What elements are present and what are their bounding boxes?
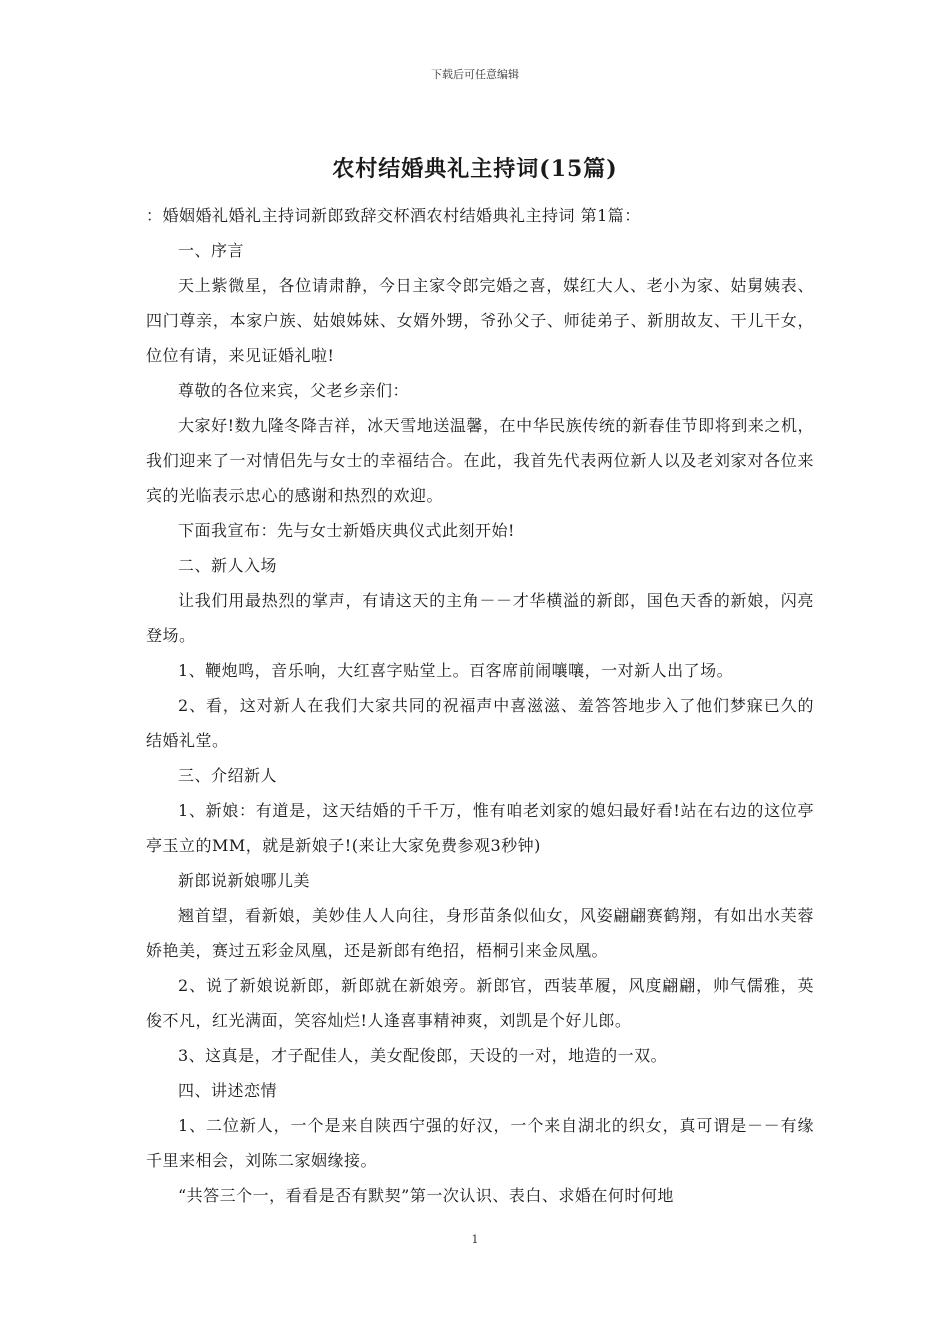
paragraph: 翘首望，看新娘，美妙佳人人向往，身形苗条似仙女，风姿翩翩赛鹤翔，有如出水芙蓉娇艳美，赛过五彩金凤凰，还是新郎有绝招，梧桐引来金凤凰。 bbox=[146, 906, 814, 960]
document-title: 农村结婚典礼主持词(15篇) bbox=[332, 156, 618, 182]
paragraph: 尊敬的各位来宾，父老乡亲们： bbox=[178, 381, 410, 400]
paragraph: “共答三个一，看看是否有默契”第一次认识、表白、求婚在何时何地 bbox=[178, 1186, 674, 1205]
section-heading-introduction: 三、介绍新人 bbox=[178, 766, 278, 785]
paragraph: 下面我宣布：先与女士新婚庆典仪式此刻开始! bbox=[178, 521, 515, 540]
paragraph: 2、说了新娘说新郎，新郎就在新娘旁。新郎官，西装革履，风度翩翩，帅气儒雅，英俊不凡，红光满面，笑容灿烂!人逢喜事精神爽，刘凯是个好儿郎。 bbox=[146, 976, 814, 1030]
page-number: 1 bbox=[471, 1233, 479, 1246]
section-heading-entrance: 二、新人入场 bbox=[178, 556, 278, 575]
paragraph: 1、新娘：有道是，这天结婚的千千万，惟有咱老刘家的媳妇最好看!站在右边的这位亭亭玉立的MM，就是新娘子!(来让大家免费参观3秒钟) bbox=[146, 801, 814, 855]
paragraph: 2、看，这对新人在我们大家共同的祝福声中喜滋滋、羞答答地步入了他们梦寐已久的结婚礼堂。 bbox=[146, 696, 814, 750]
paragraph: 让我们用最热烈的掌声，有请这天的主角－－才华横溢的新郎，国色天香的新娘，闪亮登场。 bbox=[146, 591, 814, 645]
paragraph: 天上紫微星，各位请肃静，今日主家令郎完婚之喜，媒红大人、老小为家、姑舅姨表、四门尊亲，本家户族、姑娘姊妹、女婿外甥，爷孙父子、师徒弟子、新朋故友、干儿干女，位位有请，来见证婚礼啦! bbox=[146, 276, 814, 365]
paragraph: 新郎说新娘哪儿美 bbox=[178, 871, 311, 890]
document-body bbox=[146, 198, 814, 1213]
paragraph: 1、二位新人，一个是来自陕西宁强的好汉，一个来自湖北的织女，真可谓是－－有缘千里来相会，刘陈二家姻缘接。 bbox=[146, 1116, 814, 1170]
paragraph: 大家好!数九隆冬降吉祥，冰天雪地送温馨，在中华民族传统的新春佳节即将到来之机，我们迎来了一对情侣先与女士的幸福结合。在此，我首先代表两位新人以及老刘家对各位来宾的光临表示忠心的感谢和热烈的欢迎。 bbox=[146, 416, 814, 505]
header-note: 下载后可任意编辑 bbox=[431, 68, 519, 81]
section-heading-love-story: 四、讲述恋情 bbox=[178, 1081, 278, 1100]
paragraph: 3、这真是，才子配佳人，美女配俊郎，天设的一对，地造的一双。 bbox=[178, 1046, 668, 1065]
intro-paragraph: ：婚姻婚礼婚礼主持词新郎致辞交杯酒农村结婚典礼主持词 第1篇： bbox=[146, 206, 641, 225]
section-heading-preface: 一、序言 bbox=[178, 241, 245, 260]
paragraph: 1、鞭炮鸣，音乐响，大红喜字贴堂上。百客席前闹嚷嚷，一对新人出了场。 bbox=[178, 661, 734, 680]
